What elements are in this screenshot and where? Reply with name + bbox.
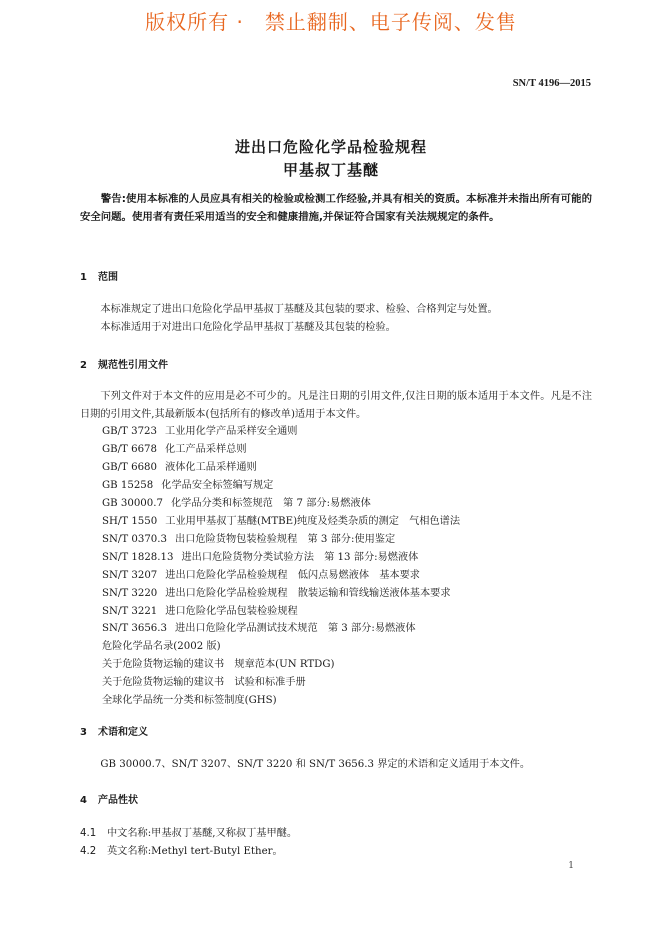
section-number: 3 bbox=[80, 727, 87, 738]
reference-item bbox=[102, 603, 592, 621]
reference-title: 进出口危险货物分类试验方法 第 13 部分:易燃液体 bbox=[181, 551, 419, 563]
section-heading-scope bbox=[80, 268, 118, 283]
reference-code: GB 15258 bbox=[102, 479, 154, 491]
document-subtitle: 甲基叔丁基醚 bbox=[282, 161, 379, 179]
reference-item bbox=[102, 620, 592, 638]
reference-item bbox=[102, 495, 592, 513]
reference-code: SN/T 3220 bbox=[102, 587, 158, 599]
reference-code: GB/T 6678 bbox=[102, 443, 158, 455]
section-title: 产品性状 bbox=[98, 795, 138, 806]
reference-title: 危险化学品名录(2002 版) bbox=[102, 641, 221, 653]
section-title: 范围 bbox=[98, 272, 118, 283]
paragraph: 下列文件对于本文件的应用是必不可少的。凡是注日期的引用文件,仅注日期的版本适用于本文件。凡是不注日期的引用文件,其最新版本(包括所有的修改单)适用于本文件。 bbox=[80, 391, 592, 420]
clause-number: 4.1 bbox=[80, 828, 97, 839]
reference-code: SN/T 3656.3 bbox=[102, 623, 168, 635]
reference-item bbox=[102, 567, 592, 585]
clause-item bbox=[80, 824, 297, 839]
reference-title: 化学品分类和标签规范 第 7 部分:易燃液体 bbox=[171, 497, 371, 509]
reference-title: 进口危险化学品包装检验规程 bbox=[165, 605, 298, 617]
clause-text: 中文名称:甲基叔丁基醚,又称叔丁基甲醚。 bbox=[107, 828, 298, 839]
reference-code: SH/T 1550 bbox=[102, 515, 158, 527]
section-number: 2 bbox=[80, 360, 87, 371]
reference-item bbox=[102, 549, 592, 567]
reference-title: 全球化学品统一分类和标签制度(GHS) bbox=[102, 695, 277, 707]
reference-code: GB/T 3723 bbox=[102, 426, 158, 437]
section-heading-product-properties bbox=[80, 791, 138, 806]
reference-list bbox=[102, 423, 592, 710]
reference-code: GB/T 6680 bbox=[102, 461, 158, 473]
page-number: 1 bbox=[568, 861, 574, 871]
reference-item bbox=[102, 423, 592, 441]
paragraph: GB 30000.7、SN/T 3207、SN/T 3220 和 SN/T 3656.3 界定的术语和定义适用于本文件。 bbox=[100, 759, 531, 770]
paragraph: 本标准规定了进出口危险化学品甲基叔丁基醚及其包装的要求、检验、合格判定与处置。 bbox=[100, 304, 498, 315]
reference-code: SN/T 3207 bbox=[102, 569, 158, 581]
warning-paragraph: 警告:使用本标准的人员应具有相关的检验或检测工作经验,并具有相关的资质。本标准并未指出所有可能的安全问题。使用者有责任采用适当的安全和健康措施,并保证符合国家有关法规规定的条件。 bbox=[80, 193, 592, 223]
reference-item bbox=[102, 531, 592, 549]
clause-text: 英文名称:Methyl tert-Butyl Ether。 bbox=[107, 846, 283, 857]
reference-title: 关于危险货物运输的建议书 试验和标准手册 bbox=[102, 677, 306, 689]
reference-title: 化学品安全标签编写规定 bbox=[161, 479, 274, 491]
paragraph: 本标准适用于对进出口危险化学品甲基叔丁基醚及其包装的检验。 bbox=[100, 321, 396, 333]
reference-title: 出口危险货物包装检验规程 第 3 部分:使用鉴定 bbox=[175, 533, 396, 545]
reference-item bbox=[102, 477, 592, 495]
reference-title: 化工产品采样总则 bbox=[165, 443, 247, 455]
reference-title: 进出口危险化学品测试技术规范 第 3 部分:易燃液体 bbox=[175, 623, 416, 635]
reference-item bbox=[102, 674, 592, 692]
reference-title: 工业用甲基叔丁基醚(MTBE)纯度及烃类杂质的测定 气相色谱法 bbox=[165, 515, 461, 527]
section-heading-terms bbox=[80, 723, 148, 738]
section-body-scope bbox=[80, 301, 592, 336]
reference-item bbox=[102, 638, 592, 656]
reference-title: 液体化工品采样通则 bbox=[165, 461, 257, 473]
reference-title: 工业用化学产品采样安全通则 bbox=[165, 426, 298, 437]
section-heading-normative-references bbox=[80, 356, 168, 371]
section-number: 1 bbox=[80, 272, 87, 283]
copyright-banner: 版权所有 · 禁止翻制、电子传阅、发售 bbox=[145, 10, 517, 34]
reference-title: 进出口危险化学品检验规程 散装运输和管线输送液体基本要求 bbox=[165, 587, 451, 599]
reference-code: SN/T 0370.3 bbox=[102, 533, 168, 545]
reference-item bbox=[102, 585, 592, 603]
reference-title: 关于危险货物运输的建议书 规章范本(UN RTDG) bbox=[102, 659, 335, 671]
reference-item bbox=[102, 656, 592, 674]
section-title: 规范性引用文件 bbox=[98, 360, 168, 371]
clause-number: 4.2 bbox=[80, 846, 97, 857]
reference-item bbox=[102, 459, 592, 477]
standard-number: SN/T 4196—2015 bbox=[512, 78, 591, 89]
clause-item bbox=[80, 842, 283, 857]
reference-item bbox=[102, 692, 592, 710]
reference-code: SN/T 1828.13 bbox=[102, 551, 174, 563]
section-title: 术语和定义 bbox=[98, 727, 148, 738]
reference-item bbox=[102, 513, 592, 531]
reference-title: 进出口危险化学品检验规程 低闪点易燃液体 基本要求 bbox=[165, 569, 420, 581]
document-title: 进出口危险化学品检验规程 bbox=[234, 138, 427, 156]
reference-code: SN/T 3221 bbox=[102, 605, 158, 617]
section-number: 4 bbox=[80, 795, 87, 806]
reference-code: GB 30000.7 bbox=[102, 497, 163, 509]
reference-item bbox=[102, 441, 592, 459]
